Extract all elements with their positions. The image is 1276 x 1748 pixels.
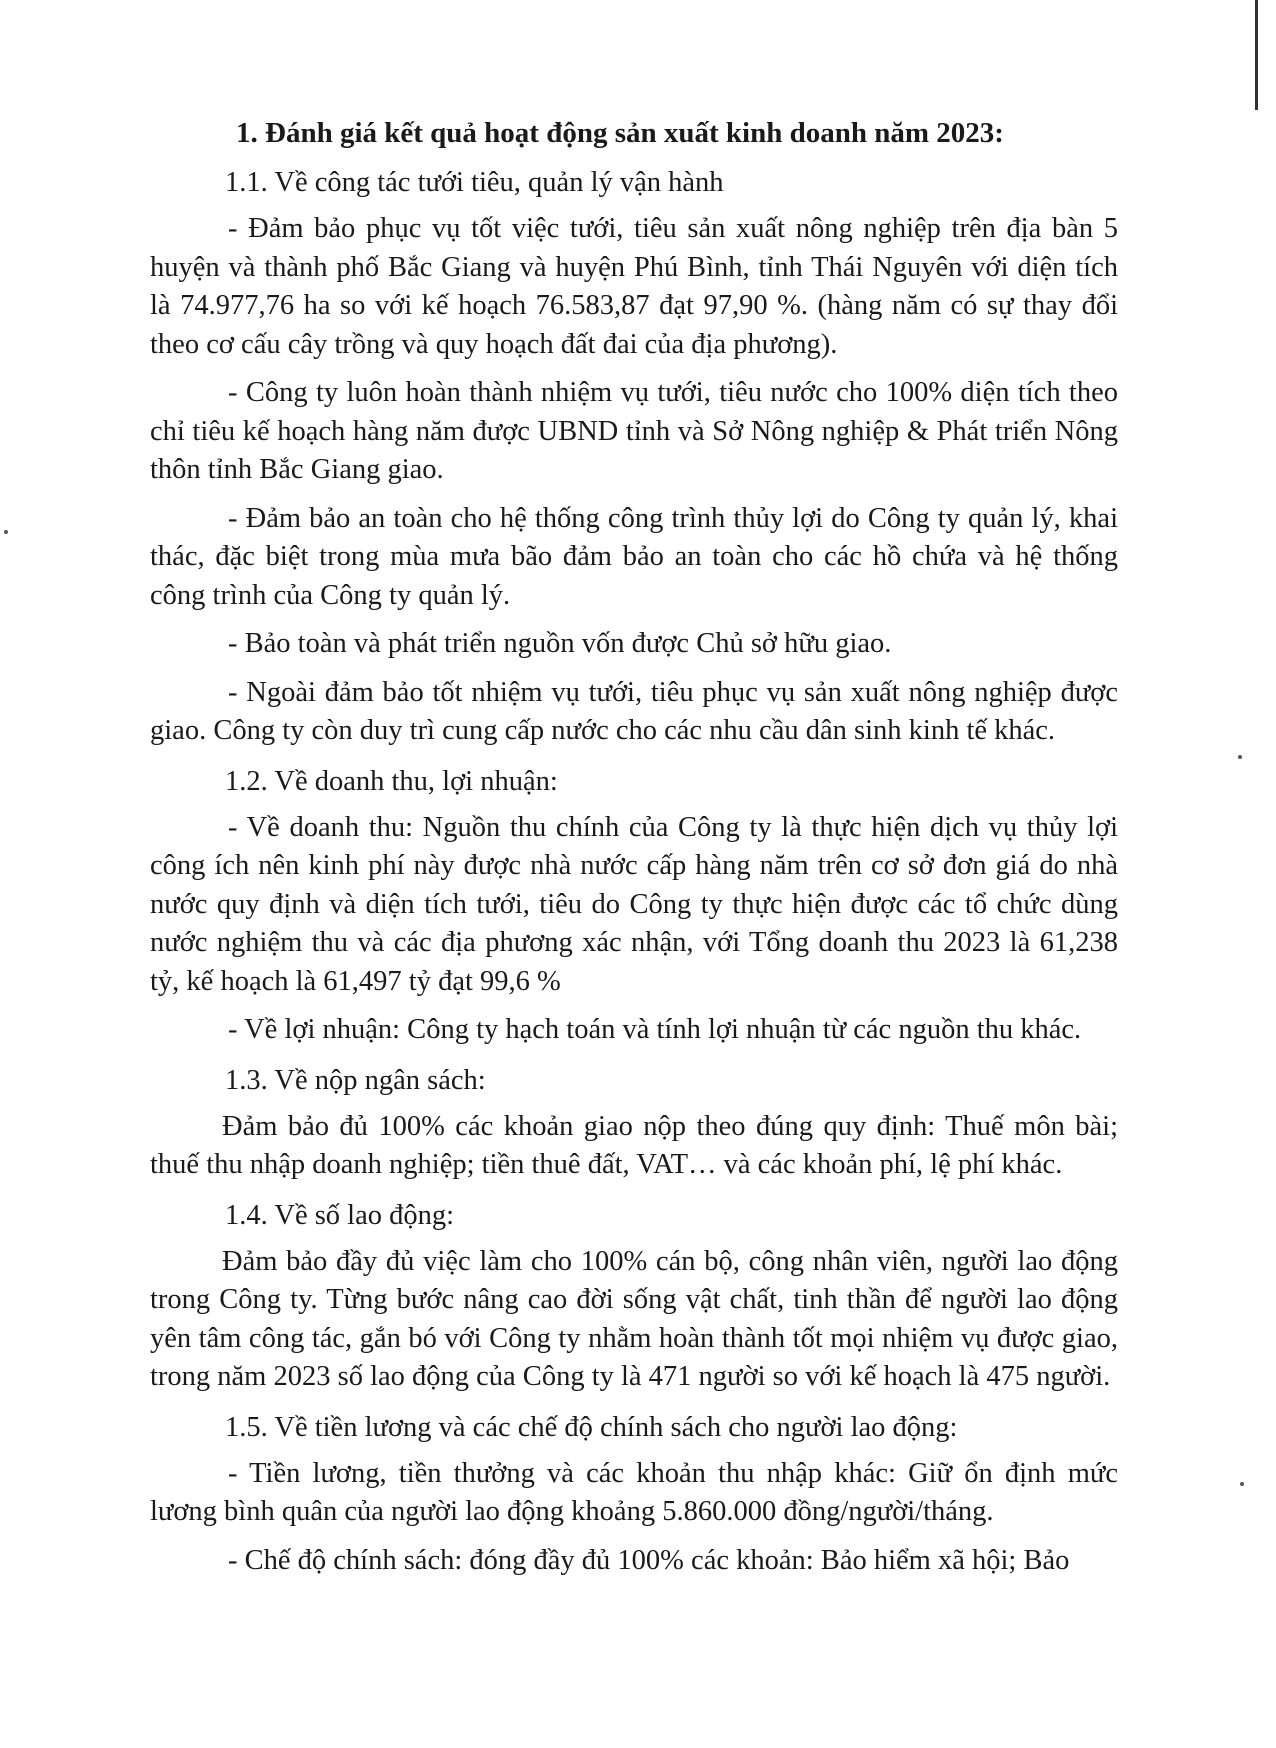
paragraph: - Đảm bảo an toàn cho hệ thống công trình thủy lợi do Công ty quản lý, khai thác, đặc biệt trong mùa mưa bão đảm bảo an toàn cho các hồ chứa và hệ thống công trình của Công ty quản lý.	[150, 502, 1118, 611]
document-heading: 1. Đánh giá kết quả hoạt động sản xuất kinh doanh năm 2023:	[236, 117, 1004, 149]
paragraph: - Công ty luôn hoàn thành nhiệm vụ tưới, tiêu nước cho 100% diện tích theo chỉ tiêu kế hoạch hàng năm được UBND tỉnh và Sở Nông nghiệp & Phát triển Nông thôn tỉnh Bắc Giang giao.	[150, 377, 1118, 485]
scan-edge-line	[1255, 0, 1258, 110]
paragraph: Đảm bảo đầy đủ việc làm cho 100% cán bộ, công nhân viên, người lao động trong Công ty. Từng bước nâng cao đời sống vật chất, tinh thần để người lao động yên tâm công tác, gắn bó với Công ty nhằm hoàn thành tốt mọi nhiệm vụ được giao, trong năm 2023 số lao động của Công ty là 471 người so với kế hoạch là 475 người.	[150, 1245, 1118, 1392]
section-title-1-2: 1.2. Về doanh thu, lợi nhuận:	[225, 765, 558, 797]
paragraph: - Ngoài đảm bảo tốt nhiệm vụ tưới, tiêu phục vụ sản xuất nông nghiệp được giao. Công ty còn duy trì cung cấp nước cho các nhu cầu dân sinh kinh tế khác.	[150, 676, 1118, 746]
section-title-1-5: 1.5. Về tiền lương và các chế độ chính sách cho người lao động:	[225, 1411, 958, 1443]
paragraph: - Đảm bảo phục vụ tốt việc tưới, tiêu sản xuất nông nghiệp trên địa bàn 5 huyện và thành phố Bắc Giang và huyện Phú Bình, tỉnh Thái Nguyên với diện tích là 74.977,76 ha so với kế hoạch 76.583,87 đạt 97,90 %. (hàng năm có sự thay đổi theo cơ cấu cây trồng và quy hoạch đất đai của địa phương).	[150, 213, 1118, 360]
scan-speck	[1240, 1482, 1244, 1486]
paragraph: - Tiền lương, tiền thưởng và các khoản thu nhập khác: Giữ ổn định mức lương bình quân của người lao động khoảng 5.860.000 đồng/người/tháng.	[150, 1457, 1118, 1527]
document-page	[150, 110, 1118, 1590]
paragraph: - Về doanh thu: Nguồn thu chính của Công ty là thực hiện dịch vụ thủy lợi công ích nên kinh phí này được nhà nước cấp hàng năm trên cơ sở đơn giá do nhà nước quy định và diện tích tưới, tiêu do Công ty thực hiện được các tổ chức dùng nước nghiệm thu và các địa phương xác nhận, với Tổng doanh thu 2023 là 61,238 tỷ, kế hoạch là 61,497 tỷ đạt 99,6 %	[150, 811, 1118, 997]
paragraph: - Chế độ chính sách: đóng đầy đủ 100% các khoản: Bảo hiểm xã hội; Bảo	[228, 1544, 1070, 1576]
paragraph: - Bảo toàn và phát triển nguồn vốn được Chủ sở hữu giao.	[228, 628, 892, 659]
scan-speck	[1238, 755, 1242, 759]
section-title-1-1: 1.1. Về công tác tưới tiêu, quản lý vận hành	[225, 167, 724, 198]
paragraph: - Về lợi nhuận: Công ty hạch toán và tính lợi nhuận từ các nguồn thu khác.	[228, 1014, 1082, 1045]
scan-speck	[4, 530, 8, 534]
section-title-1-3: 1.3. Về nộp ngân sách:	[225, 1064, 486, 1096]
paragraph: Đảm bảo đủ 100% các khoản giao nộp theo đúng quy định: Thuế môn bài; thuế thu nhập doanh nghiệp; tiền thuê đất, VAT… và các khoản phí, lệ phí khác.	[150, 1110, 1118, 1180]
section-title-1-4: 1.4. Về số lao động:	[225, 1199, 455, 1231]
